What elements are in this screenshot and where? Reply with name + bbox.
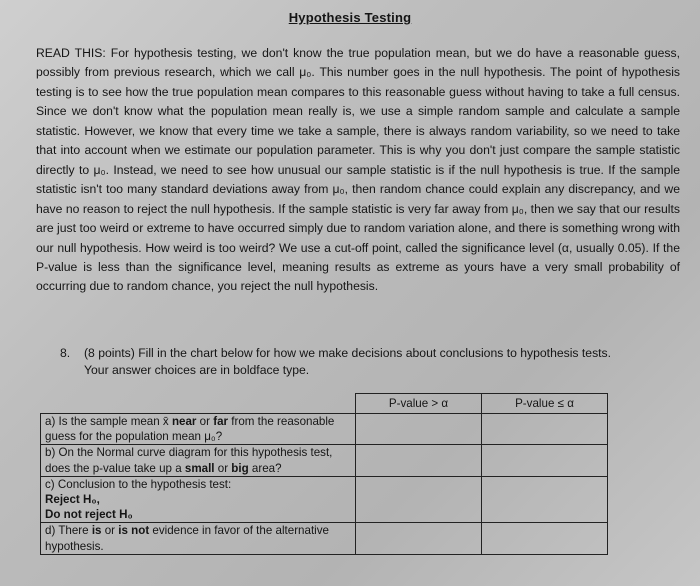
question-8 xyxy=(60,345,680,379)
header-pvalue-greater: P-value > α xyxy=(356,394,482,414)
row-b-label: b) On the Normal curve diagram for this hypothesis test, does the p-value take up a small or big area? xyxy=(41,445,356,476)
header-pvalue-less-equal: P-value ≤ α xyxy=(482,394,608,414)
table-row xyxy=(41,523,608,554)
table-header-row xyxy=(41,394,608,414)
table-row xyxy=(41,414,608,445)
answer-cell-c-greater[interactable] xyxy=(356,476,482,523)
question-number: 8. xyxy=(60,346,71,360)
question-instructions: Your answer choices are in boldface type. xyxy=(84,363,310,377)
page-title: Hypothesis Testing xyxy=(288,10,412,25)
answer-cell-b-greater[interactable] xyxy=(356,445,482,476)
decision-table xyxy=(40,393,608,555)
answer-cell-a-less[interactable] xyxy=(482,414,608,445)
header-blank xyxy=(41,394,356,414)
answer-cell-d-less[interactable] xyxy=(482,523,608,554)
answer-cell-a-greater[interactable] xyxy=(356,414,482,445)
table-row xyxy=(41,476,608,523)
question-text: (8 points) Fill in the chart below for how we make decisions about conclusions to hypothesis tests. xyxy=(84,346,612,360)
row-c-label: c) Conclusion to the hypothesis test: Reject H₀, Do not reject H₀ xyxy=(41,476,356,523)
row-d-label: d) There is or is not evidence in favor of the alternative hypothesis. xyxy=(41,523,356,554)
answer-cell-d-greater[interactable] xyxy=(356,523,482,554)
row-a-label: a) Is the sample mean x̄ near or far from the reasonable guess for the population mean μ₀? xyxy=(41,414,356,445)
answer-cell-b-less[interactable] xyxy=(482,445,608,476)
table-row xyxy=(41,445,608,476)
answer-cell-c-less[interactable] xyxy=(482,476,608,523)
read-this-paragraph: READ THIS: For hypothesis testing, we don't know the true population mean, but we do have a reasonable guess, possibly from previous research, which we call μ₀. This number goes in the null hypothesis. The point of hypothesis testing is to see how the true population mean compares to this reasonable guess without having to take a full census. Since we don't know what the population mean really is, we use a simple random sample and calculate a sample statistic. However, we know that every time we take a sample, there is always random variability, so we need to take that into account when we estimate our population parameter. This is why you don't just compare the sample statistic directly to μ₀. Instead, we need to see how unusual our sample statistic is if the null hypothesis is true. If the sample statistic isn't too many standard deviations away from μ₀, then random chance could explain any discrepancy, and we have no reason to reject the null hypothesis. If the sample statistic is very far away from μ₀, then we say that our results are just too weird or extreme to have occurred simply due to random variation alone, and there is something wrong with our null hypothesis. How weird is too weird? We use a cut-off point, called the significance level (α, usually 0.05). If the P-value is less than the significance level, meaning results as extreme as yours have a very small probability of occurring due to random chance, you reject the null hypothesis. xyxy=(36,46,680,294)
